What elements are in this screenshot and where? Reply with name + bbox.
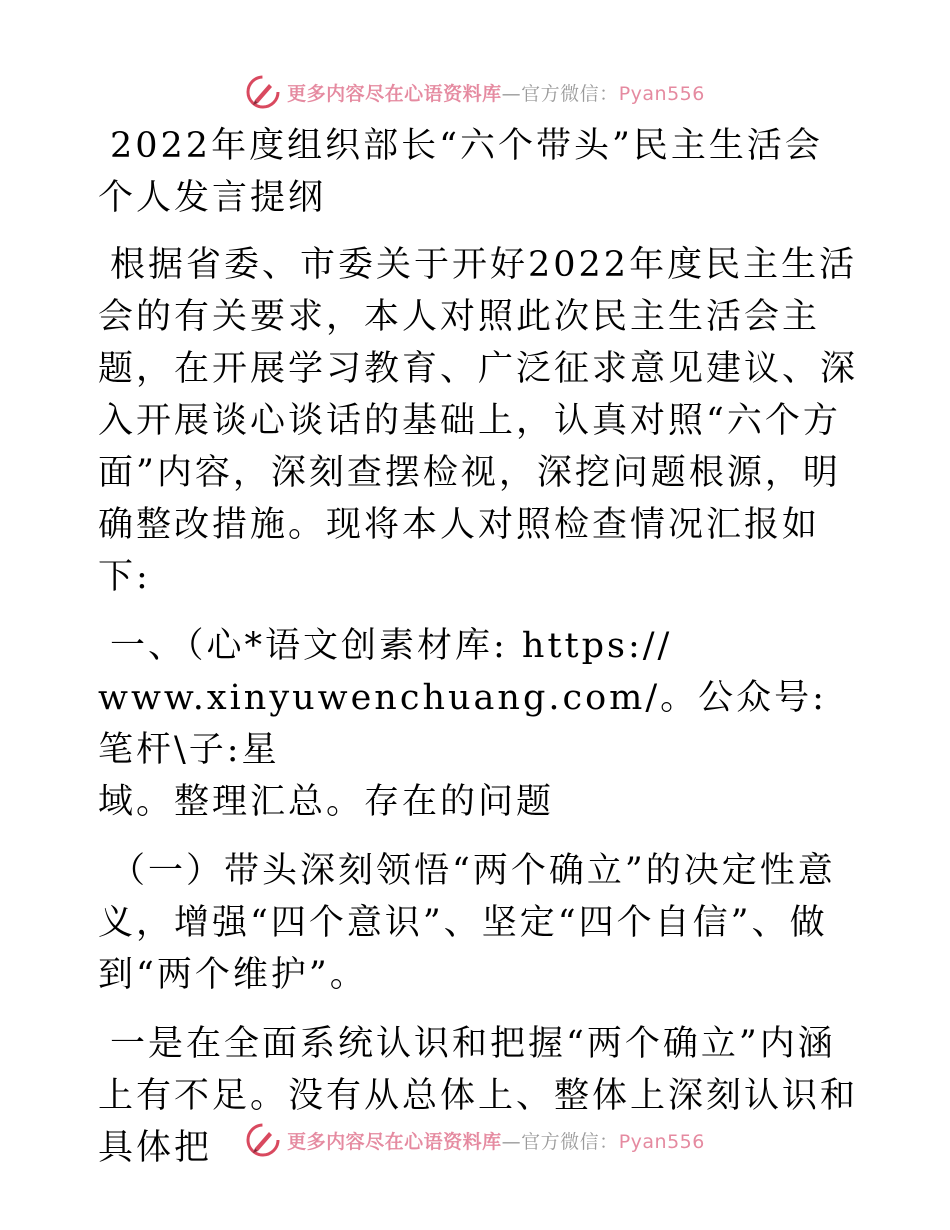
section-one-line1: 一、（心*语文创素材库: https:// — [110, 626, 673, 666]
intro-text: 根据省委、市委关于开好2022年度民主生活会的有关要求，本人对照此次民主生活会主题，在开展学习教育、广泛征求意见建议、深入开展谈心谈话的基础上，认真对照“六个方面”内容，深刻查摆检视，深挖问题根源，明确整改措施。现将本人对照检查情况汇报如下: — [98, 245, 859, 597]
section-one-line3: 域。整理汇总。存在的问题 — [98, 782, 555, 822]
section-one-heading — [98, 620, 858, 828]
watermark-site: 更多内容尽在心语资料库 — [287, 82, 502, 105]
point-one-text: 一是在全面系统认识和把握“两个确立”内涵上有不足。没有从总体上、整体上深刻认识和具体把 — [98, 1024, 859, 1168]
watermark-wechat-label: 官方微信： — [521, 1130, 619, 1153]
watermark-wechat-label: 官方微信： — [521, 82, 619, 105]
watermark-wechat-id: Pyan556 — [618, 1130, 705, 1153]
section-one-line2: www.xinyuwenchuang.com/。公众号: 笔杆\子:星 — [98, 678, 827, 770]
intro-paragraph — [98, 239, 858, 603]
pen-logo-icon — [245, 1122, 281, 1158]
document-title-text: 2022年度组织部长“六个带头”民主生活会个人发言提纲 — [98, 126, 823, 218]
watermark-wechat-id: Pyan556 — [618, 82, 705, 105]
watermark-text — [287, 1127, 705, 1154]
watermark-header — [0, 70, 950, 114]
watermark-separator: — — [501, 1130, 522, 1153]
document-body — [98, 120, 858, 1191]
watermark-site: 更多内容尽在心语资料库 — [287, 1130, 502, 1153]
watermark-separator: — — [501, 82, 522, 105]
subsection-one-text: （一）带头深刻领悟“两个确立”的决定性意义，增强“四个意识”、坚定“四个自信”、做到“两个维护”。 — [98, 851, 836, 995]
watermark-text — [287, 79, 705, 106]
subsection-one-heading — [98, 845, 858, 1001]
document-title — [98, 120, 858, 224]
watermark-footer — [0, 1118, 950, 1162]
pen-logo-icon — [245, 74, 281, 110]
